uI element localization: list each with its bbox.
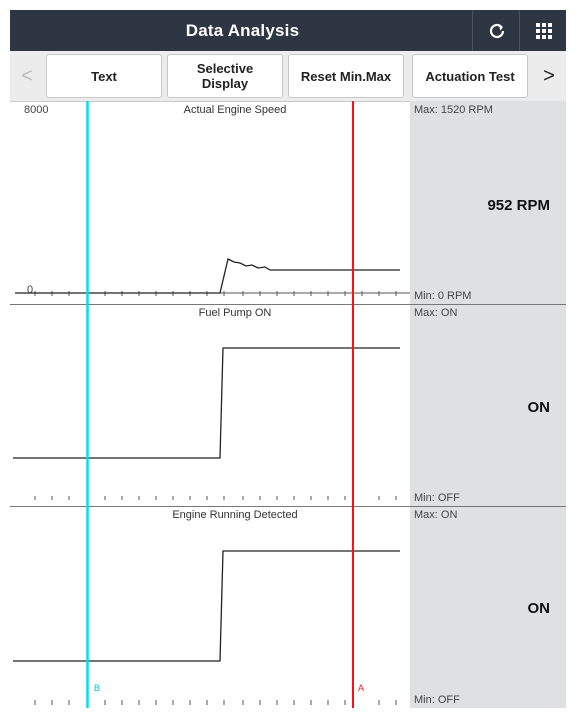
cursor-a-label: A (358, 683, 365, 693)
current-value: ON (527, 399, 550, 416)
scroll-left-arrow[interactable]: < (21, 64, 33, 87)
max-value-label: Max: ON (414, 307, 458, 319)
cursor-b-label: B (94, 683, 101, 693)
toolbar (10, 51, 566, 102)
min-value-label: Min: OFF (414, 694, 460, 706)
grid-menu-button[interactable] (519, 10, 567, 51)
time-axis-ticks (35, 700, 396, 705)
fuel-pump-trace (13, 348, 400, 458)
header-bar (10, 10, 566, 51)
panel-title: Engine Running Detected (172, 509, 298, 521)
reset-min-max-button[interactable]: Reset Min.Max (288, 54, 404, 98)
actuation-test-button[interactable]: Actuation Test (412, 54, 528, 98)
current-value: ON (527, 600, 550, 617)
y-axis-max-label: 8000 (24, 104, 49, 116)
engine-running-trace (13, 551, 400, 661)
scroll-right-arrow[interactable]: > (543, 64, 555, 87)
data-analysis-graph-area (10, 101, 566, 708)
min-value-label: Min: 0 RPM (414, 290, 472, 302)
engine-speed-trace (15, 259, 400, 293)
refresh-icon (487, 21, 507, 41)
current-value: 952 RPM (487, 197, 550, 214)
max-value-label: Max: ON (414, 509, 458, 521)
max-value-label: Max: 1520 RPM (414, 104, 493, 116)
min-value-label: Min: OFF (414, 492, 460, 504)
refresh-button[interactable] (472, 10, 520, 51)
y-axis-min-label: 0 (27, 284, 34, 296)
page-title: Data Analysis (185, 21, 300, 40)
time-axis-ticks (35, 496, 396, 500)
selective-display-button[interactable]: Selective Display (167, 54, 283, 98)
grid-menu-icon (535, 22, 553, 40)
text-button[interactable]: Text (46, 54, 162, 98)
panel-title: Fuel Pump ON (198, 307, 272, 319)
panel-title: Actual Engine Speed (183, 104, 287, 116)
